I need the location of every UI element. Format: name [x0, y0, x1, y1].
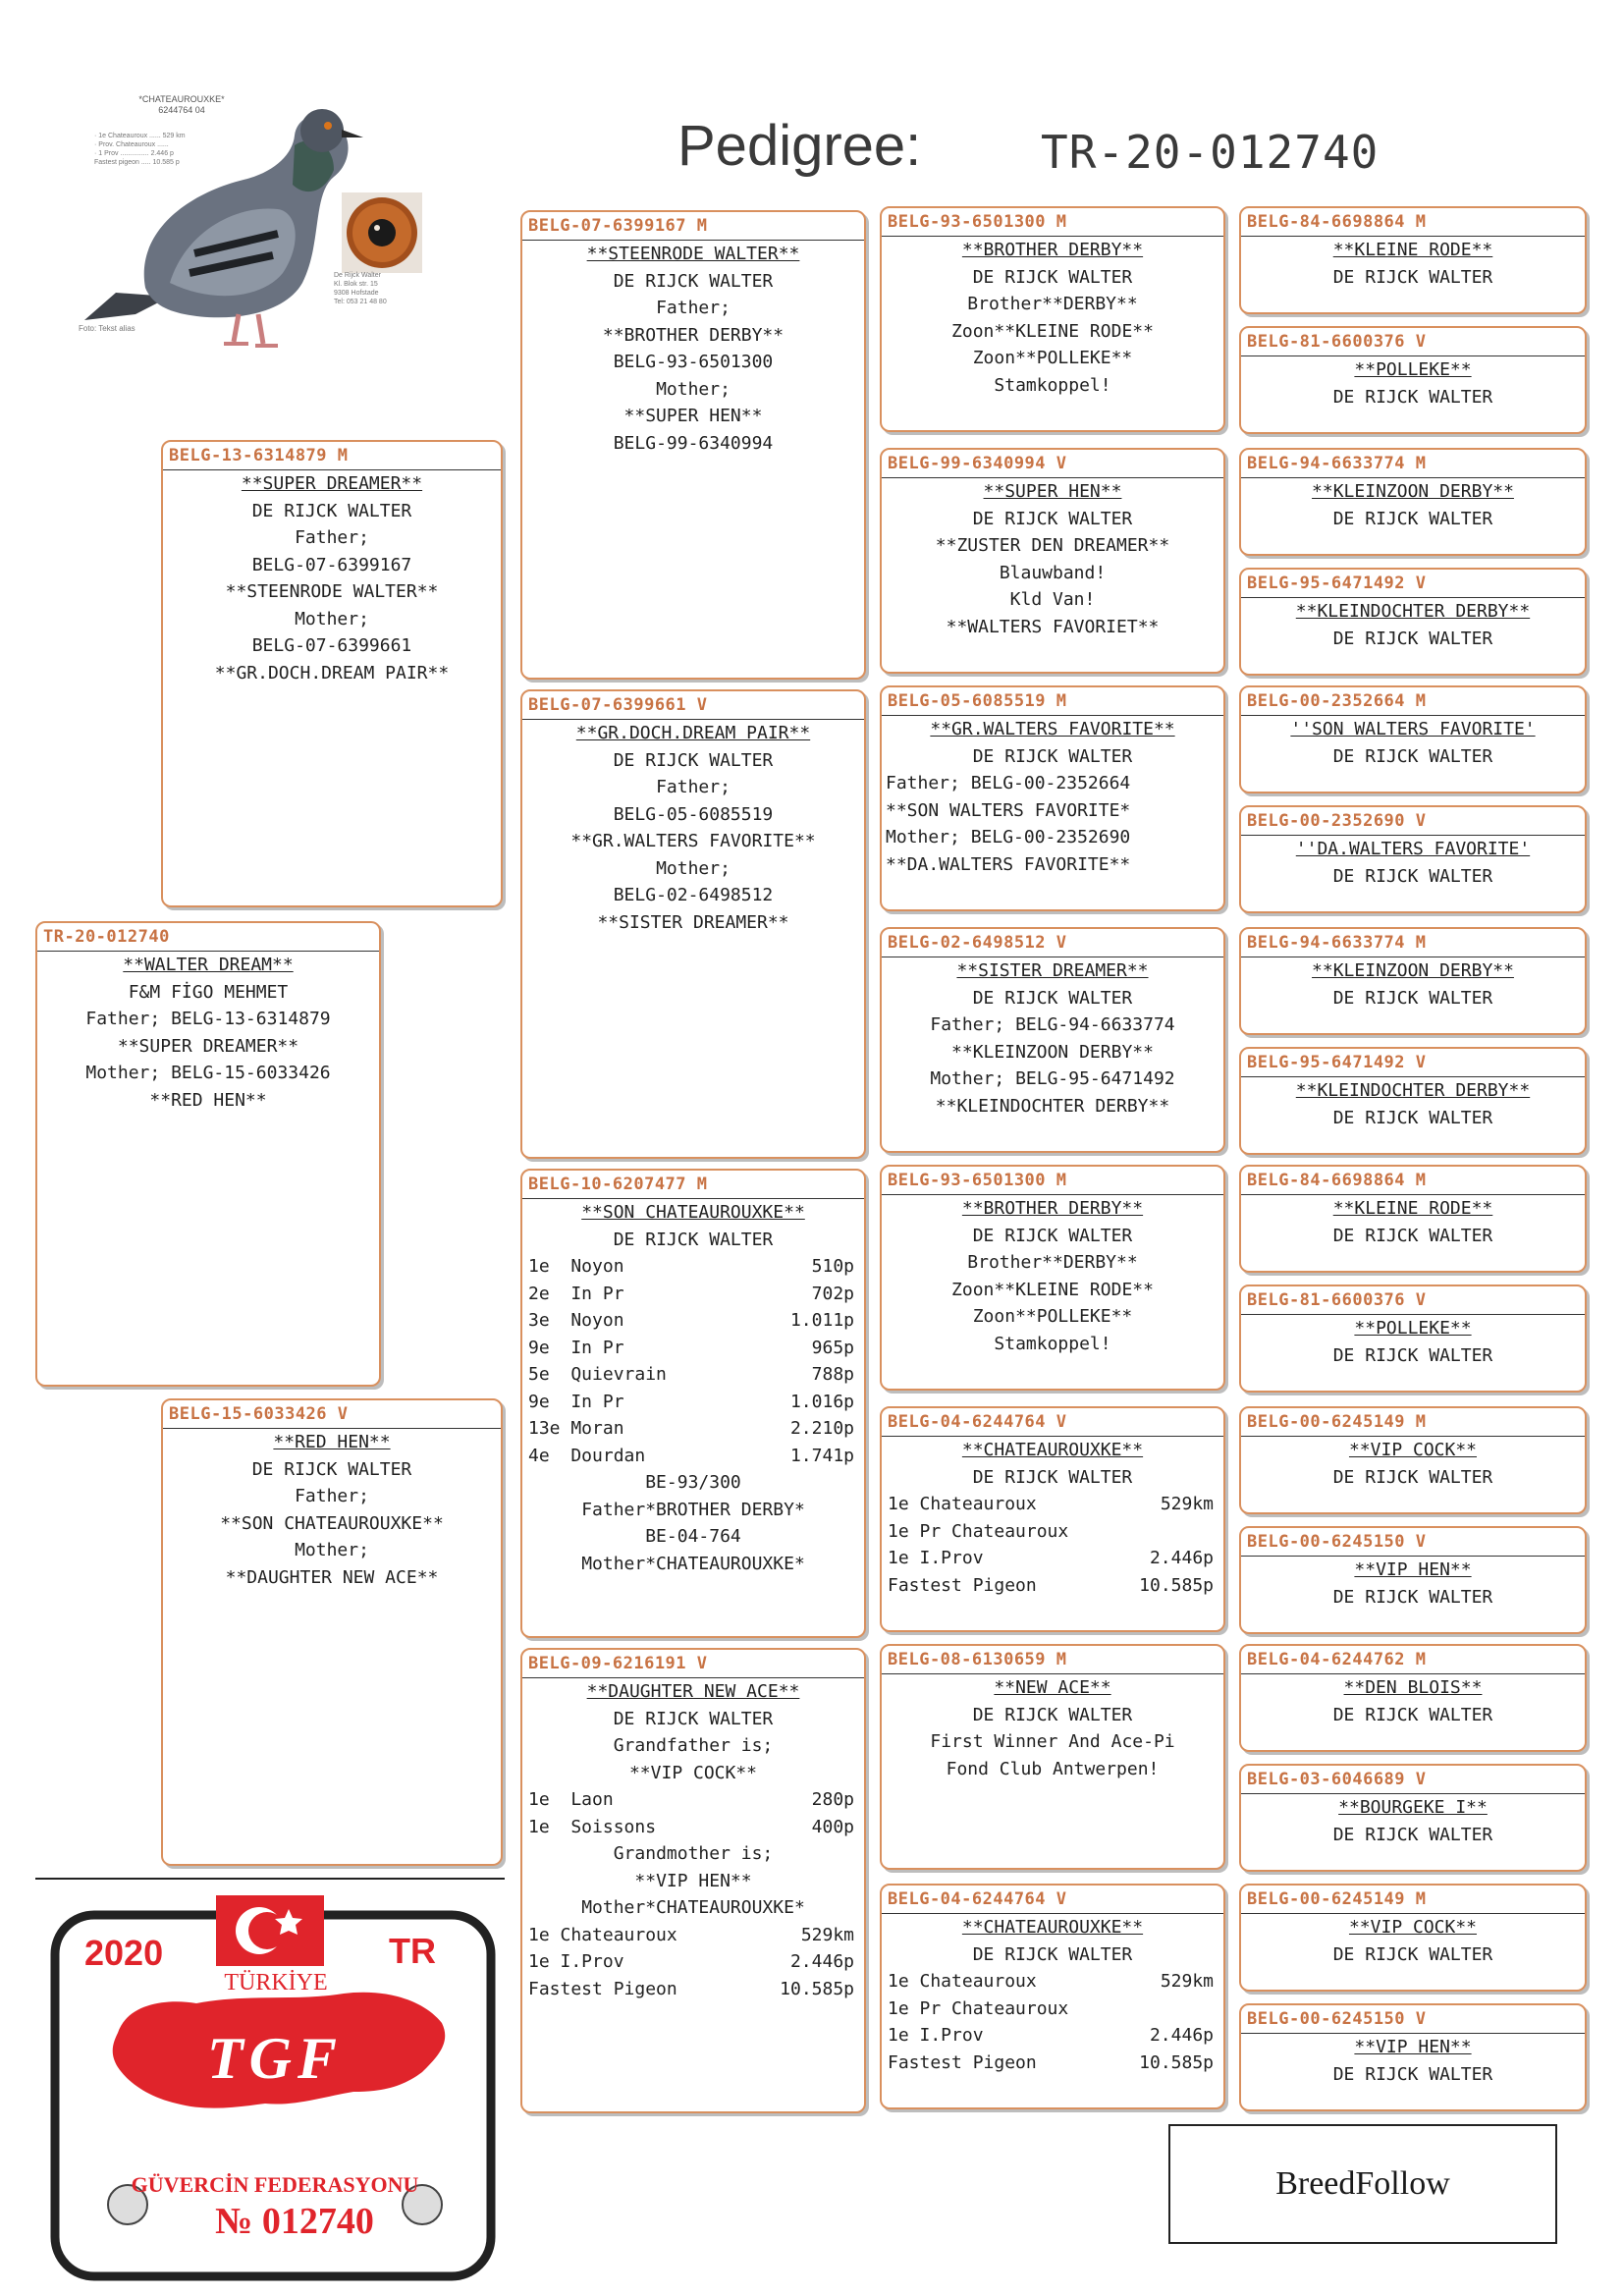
info-line: DE RIJCK WALTER [972, 745, 1133, 767]
info-line: **BROTHER DERBY** [602, 324, 785, 346]
eye-photo [342, 192, 422, 273]
info-line: **VIP HEN** [634, 1870, 752, 1891]
pedigree-box-g5 [880, 1165, 1225, 1391]
pigeon-name: **GR.DOCH.DREAM PAIR** [575, 723, 811, 743]
result-race: 1e Chateauroux [888, 1971, 1037, 1992]
box-body [1241, 1077, 1585, 1131]
result-row [522, 1307, 864, 1335]
pigeon-name: **RED HEN** [273, 1432, 391, 1452]
result-row [522, 1443, 864, 1470]
info-line: **SUPER DREAMER** [117, 1035, 299, 1057]
pigeon-photo [77, 86, 371, 361]
pedigree-box-g4 [880, 927, 1225, 1153]
info-line: Mother; [656, 378, 731, 400]
photo-credit: Foto: Tekst alias [79, 324, 135, 333]
result-row [522, 1253, 864, 1281]
result-race: 4e Dourdan [528, 1445, 646, 1466]
pedigree-box-sd [520, 689, 866, 1159]
ring-number: BELG-84-6698864 M [1247, 212, 1427, 232]
result-race: 1e Chateauroux [528, 1924, 677, 1945]
info-line: Father*BROTHER DERBY* [581, 1499, 805, 1520]
info-line: DE RIJCK WALTER [1332, 987, 1493, 1009]
band-logo-text: TGF [207, 2026, 343, 2091]
info-line: Mother; [295, 608, 369, 629]
info-line: F&M FİGO MEHMET [128, 981, 289, 1003]
eye-caption-line: Tel: 053 21 48 80 [334, 299, 387, 305]
box-body [1241, 1914, 1585, 1968]
result-value: 400p [811, 1816, 854, 1837]
info-line: **GR.DOCH.DREAM PAIR** [214, 662, 450, 683]
pigeon-name: **VIP HEN** [1354, 1559, 1472, 1580]
info-line: **SUPER HEN** [623, 406, 763, 426]
result-value: 702p [811, 1283, 854, 1304]
result-race: 1e I.Prov [888, 1548, 984, 1568]
info-line: DE RIJCK WALTER [972, 266, 1133, 288]
result-row [522, 1922, 864, 1949]
photo-caption-ring: 6244764 04 [158, 105, 205, 115]
pedigree-box-dd [520, 1648, 866, 2113]
info-line: DE RIJCK WALTER [1332, 1824, 1493, 1845]
info-line: First Winner And Ace-Pi [930, 1731, 1175, 1752]
pigeon-name: **KLEINE RODE** [1332, 1198, 1493, 1219]
ring-number: BELG-00-6245149 M [1247, 1412, 1427, 1432]
info-line: **SON WALTERS FAVORITE* [886, 799, 1131, 821]
box-body [882, 1674, 1223, 1782]
info-line: DE RIJCK WALTER [972, 987, 1133, 1009]
band-federation: GÜVERCİN FEDERASYONU [131, 2172, 419, 2197]
pedigree-box-h13 [1239, 1644, 1587, 1752]
result-value: 280p [811, 1789, 854, 1810]
pedigree-box-dam [161, 1398, 503, 1866]
box-body [1241, 1794, 1585, 1848]
result-value: 10.585p [780, 1978, 854, 1999]
pedigree-box-h10 [1239, 1285, 1587, 1393]
box-body [1241, 1674, 1585, 1728]
ring-number: BELG-10-6207477 M [528, 1175, 708, 1194]
ring-number: BELG-07-6399661 V [528, 695, 708, 715]
page-title: Pedigree: [677, 114, 922, 178]
box-body [882, 1437, 1223, 1599]
pigeon-name: ''DA.WALTERS FAVORITE' [1295, 839, 1531, 859]
info-line: Father; BELG-94-6633774 [930, 1014, 1175, 1035]
pigeon-name: **CHATEAUROUXKE** [961, 1917, 1144, 1938]
info-line: DE RIJCK WALTER [613, 749, 774, 771]
ring-number: BELG-00-6245150 V [1247, 1532, 1427, 1552]
pigeon-name: **WALTER DREAM** [123, 955, 294, 975]
pigeon-name: **STEENRODE WALTER** [586, 244, 800, 264]
result-row [522, 1786, 864, 1814]
info-line: Zoon**KLEINE RODE** [951, 1279, 1154, 1300]
pigeon-name: ''SON WALTERS FAVORITE' [1290, 719, 1536, 739]
pedigree-box-h9 [1239, 1165, 1587, 1273]
result-value: 510p [811, 1256, 854, 1277]
pedigree-box-h7 [1239, 927, 1587, 1035]
result-race: 1e Pr Chateauroux [888, 1520, 1069, 1542]
ring-number: BELG-07-6399167 M [528, 216, 708, 236]
result-row [522, 1361, 864, 1389]
info-line: BELG-07-6399661 [251, 635, 412, 656]
result-row [522, 1948, 864, 1976]
box-body [1241, 598, 1585, 652]
info-line: BELG-99-6340994 [613, 432, 774, 454]
pigeon-name: **VIP COCK** [1348, 1917, 1478, 1938]
result-row [882, 1545, 1223, 1572]
info-line: Kld Van! [1009, 589, 1096, 610]
result-row [522, 1389, 864, 1416]
info-line: Zoon**POLLEKE** [972, 348, 1133, 368]
box-body [1241, 1195, 1585, 1249]
result-value: 1.741p [789, 1445, 854, 1466]
info-line: Zoon**KLEINE RODE** [951, 320, 1154, 342]
pigeon-name: **VIP COCK** [1348, 1440, 1478, 1460]
info-line: DE RIJCK WALTER [972, 508, 1133, 529]
pigeon-name: **SUPER DREAMER** [241, 473, 423, 494]
info-line: Mother; BELG-00-2352690 [886, 827, 1131, 847]
info-line: BELG-05-6085519 [613, 803, 774, 825]
band-divider [35, 1878, 505, 1880]
pedigree-box-h12 [1239, 1526, 1587, 1634]
info-line: Blauwband! [999, 562, 1107, 583]
result-race: 1e I.Prov [888, 2025, 984, 2046]
pigeon-name: **POLLEKE** [1354, 1318, 1472, 1339]
info-line: Mother; [295, 1540, 369, 1560]
ring-number: BELG-13-6314879 M [169, 446, 349, 465]
pedigree-box-g6 [880, 1406, 1225, 1632]
band-country-code: TR [389, 1931, 436, 1971]
box-body [163, 470, 501, 686]
photo-result-line: · 1e Chateauroux ...... 529 km [94, 133, 186, 139]
info-line: Father; [656, 298, 731, 318]
result-race: Fastest Pigeon [528, 1978, 677, 1999]
ring-number: BELG-00-2352690 V [1247, 811, 1427, 831]
info-line: DE RIJCK WALTER [251, 500, 412, 521]
pigeon-name: **SUPER HEN** [983, 481, 1122, 502]
info-line: DE RIJCK WALTER [1332, 386, 1493, 408]
info-line: DE RIJCK WALTER [1332, 1344, 1493, 1366]
info-line: **SON CHATEAUROUXKE** [220, 1512, 444, 1534]
info-line: BELG-93-6501300 [613, 352, 774, 372]
ring-number: BELG-99-6340994 V [888, 454, 1067, 473]
info-line: **RED HEN** [149, 1089, 267, 1111]
info-line: DE RIJCK WALTER [1332, 865, 1493, 887]
result-race: 1e I.Prov [528, 1951, 624, 1972]
pedigree-box-g8 [880, 1884, 1225, 2109]
ring-number: BELG-08-6130659 M [888, 1650, 1067, 1669]
ring-number: BELG-04-6244762 M [1247, 1650, 1427, 1669]
result-race: 2e In Pr [528, 1283, 624, 1304]
band-year: 2020 [84, 1933, 164, 1973]
result-race: 1e Chateauroux [888, 1494, 1037, 1514]
pedigree-box-h3 [1239, 448, 1587, 556]
info-line: DE RIJCK WALTER [1332, 266, 1493, 288]
eye-caption-line: De Rijck Walter [334, 272, 381, 279]
pigeon-name: **DEN BLOIS** [1343, 1677, 1483, 1698]
box-body [1241, 957, 1585, 1011]
box-body [882, 478, 1223, 640]
pigeon-name: **BOURGEKE I** [1338, 1797, 1488, 1818]
box-body [163, 1429, 501, 1591]
pigeon-name: **KLEINDOCHTER DERBY** [1295, 1080, 1531, 1101]
pigeon-name: **SISTER DREAMER** [956, 960, 1149, 981]
result-race: 1e Soissons [528, 1816, 657, 1837]
result-value: 529km [800, 1924, 854, 1945]
info-line: Brother**DERBY** [967, 1252, 1138, 1273]
result-row [522, 1976, 864, 2003]
pedigree-box-ss [520, 210, 866, 680]
ring-number: BELG-04-6244764 V [888, 1889, 1067, 1909]
pedigree-box-h11 [1239, 1406, 1587, 1514]
pedigree-box-sire [161, 440, 503, 907]
photo-result-line: Fastest pigeon ..... 10.585 p [94, 159, 180, 166]
photo-caption-name: *CHATEAUROUXKE* [138, 94, 225, 104]
result-value: 10.585p [1139, 1574, 1214, 1596]
info-line: DE RIJCK WALTER [972, 1225, 1133, 1246]
box-body [1241, 716, 1585, 770]
info-line: **KLEINDOCHTER DERBY** [935, 1095, 1170, 1117]
info-line: DE RIJCK WALTER [1332, 1586, 1493, 1608]
info-line: DE RIJCK WALTER [1332, 1943, 1493, 1965]
info-line: **DA.WALTERS FAVORITE** [886, 853, 1131, 875]
pigeon-name: **KLEINZOON DERBY** [1312, 481, 1514, 502]
result-value: 2.446p [1149, 2025, 1214, 2046]
info-line: Zoon**POLLEKE** [972, 1306, 1133, 1327]
result-race: 9e In Pr [528, 1337, 624, 1358]
info-line: DE RIJCK WALTER [972, 1943, 1133, 1965]
result-race: 5e Quievrain [528, 1364, 667, 1385]
result-row [882, 1518, 1223, 1546]
box-body [1241, 2034, 1585, 2088]
info-line: Father; [656, 777, 731, 797]
info-line: Father; [295, 1486, 369, 1506]
info-line: **WALTERS FAVORIET** [946, 616, 1160, 637]
info-line: DE RIJCK WALTER [1332, 2063, 1493, 2085]
box-body [1241, 1557, 1585, 1611]
result-row [882, 1968, 1223, 1995]
info-line: DE RIJCK WALTER [1332, 628, 1493, 649]
result-value: 2.210p [789, 1418, 854, 1439]
pigeon-name: **VIP HEN** [1354, 2037, 1472, 2057]
info-line: Mother*CHATEAUROUXKE* [581, 1897, 805, 1918]
ring-number: BELG-84-6698864 M [1247, 1171, 1427, 1190]
result-row [882, 1572, 1223, 1600]
info-line: DE RIJCK WALTER [1332, 1466, 1493, 1488]
info-line: DE RIJCK WALTER [1332, 1107, 1493, 1128]
result-value: 10.585p [1139, 2051, 1214, 2073]
result-row [882, 2022, 1223, 2050]
result-race: 1e Pr Chateauroux [888, 1997, 1069, 2019]
result-value: 788p [811, 1364, 854, 1385]
pigeon-name: **CHATEAUROUXKE** [961, 1440, 1144, 1460]
pigeon-name: **KLEINDOCHTER DERBY** [1295, 601, 1531, 622]
result-race: 13e Moran [528, 1418, 624, 1439]
info-line: BELG-07-6399167 [251, 554, 412, 575]
photo-result-line: · 1 Prov ............... 2.446 p [94, 150, 174, 157]
ring-number: BELG-03-6046689 V [1247, 1770, 1427, 1789]
ring-number: BELG-95-6471492 V [1247, 574, 1427, 593]
result-row [522, 1281, 864, 1308]
pedigree-box-ds [520, 1169, 866, 1638]
ring-number: BELG-00-2352664 M [1247, 691, 1427, 711]
pigeon-name: **KLEINE RODE** [1332, 240, 1493, 260]
box-body [1241, 237, 1585, 291]
info-line: DE RIJCK WALTER [613, 270, 774, 292]
pigeon-name: **DAUGHTER NEW ACE** [586, 1681, 800, 1702]
info-line: DE RIJCK WALTER [613, 1708, 774, 1729]
info-line: **VIP COCK** [628, 1762, 758, 1783]
eye-caption-line: 9308 Hofstade [334, 290, 379, 297]
result-value: 2.446p [789, 1951, 854, 1972]
info-line: Stamkoppel! [994, 374, 1111, 396]
result-row [522, 1335, 864, 1362]
band-number [177, 2200, 412, 2243]
box-body [882, 716, 1223, 878]
result-value: 965p [811, 1337, 854, 1358]
info-line: Grandmother is; [613, 1843, 774, 1864]
pedigree-box-g2 [880, 448, 1225, 674]
result-value: 529km [1160, 1971, 1214, 1992]
info-line: BE-04-764 [645, 1526, 741, 1547]
info-line: Brother**DERBY** [967, 294, 1138, 314]
ring-number: BELG-94-6633774 M [1247, 454, 1427, 473]
info-line: Stamkoppel! [994, 1333, 1111, 1354]
result-row [522, 1814, 864, 1841]
box-body [37, 952, 379, 1114]
info-line: Grandfather is; [613, 1735, 774, 1756]
pigeon-name: **NEW ACE** [994, 1677, 1111, 1698]
pedigree-box-gen1 [35, 921, 381, 1387]
info-line: **ZUSTER DEN DREAMER** [935, 535, 1170, 556]
box-body [882, 237, 1223, 399]
pedigree-box-h4 [1239, 568, 1587, 676]
eye-caption-line: Kl. Blok str. 15 [334, 281, 378, 288]
photo-result-line: · Prov. Chateauroux ...... [94, 141, 169, 148]
eye-caption [334, 271, 452, 306]
ring-number: BELG-93-6501300 M [888, 1171, 1067, 1190]
info-line: DE RIJCK WALTER [613, 1229, 774, 1250]
result-race: 1e Noyon [528, 1256, 624, 1277]
info-line: **SISTER DREAMER** [597, 911, 789, 933]
ring-number: BELG-00-6245150 V [1247, 2009, 1427, 2029]
result-row [882, 1995, 1223, 2023]
box-body [522, 1199, 864, 1577]
ring-number: BELG-04-6244764 V [888, 1412, 1067, 1432]
result-row [522, 1415, 864, 1443]
pedigree-box-h8 [1239, 1047, 1587, 1155]
band-country: TÜRKİYE [224, 1970, 328, 1995]
result-value: 529km [1160, 1494, 1214, 1514]
pigeon-name: **KLEINZOON DERBY** [1312, 960, 1514, 981]
box-body [1241, 1437, 1585, 1491]
ring-number: BELG-00-6245149 M [1247, 1889, 1427, 1909]
band-number-value: 012740 [261, 2201, 374, 2242]
result-race: Fastest Pigeon [888, 1574, 1037, 1596]
pedigree-box-h15 [1239, 1884, 1587, 1992]
info-line: DE RIJCK WALTER [1332, 1704, 1493, 1725]
ring-number: BELG-15-6033426 V [169, 1404, 349, 1424]
box-body [1241, 1315, 1585, 1369]
pedigree-box-g3 [880, 685, 1225, 911]
ring-number: BELG-81-6600376 V [1247, 1290, 1427, 1310]
pigeon-name: **SON CHATEAUROUXKE** [581, 1202, 805, 1223]
info-line: Mother; [656, 857, 731, 879]
band-number-prefix: № [215, 2201, 253, 2242]
result-value: 2.446p [1149, 1548, 1214, 1568]
info-line: Mother; BELG-95-6471492 [930, 1068, 1175, 1089]
info-line: BE-93/300 [645, 1472, 741, 1493]
ring-number: BELG-93-6501300 M [888, 212, 1067, 232]
info-line: BELG-02-6498512 [613, 885, 774, 905]
result-row [882, 1491, 1223, 1518]
info-line: Father; BELG-00-2352664 [886, 773, 1131, 793]
result-race: 9e In Pr [528, 1391, 624, 1412]
ring-number: TR-20-012740 [43, 927, 170, 947]
pigeon-name: **BROTHER DERBY** [961, 240, 1144, 260]
ring-number: BELG-09-6216191 V [528, 1654, 708, 1673]
info-line: Mother; BELG-15-6033426 [85, 1063, 331, 1083]
box-body [882, 1195, 1223, 1357]
result-race: 1e Laon [528, 1789, 614, 1810]
info-line: DE RIJCK WALTER [972, 1704, 1133, 1725]
ring-number: BELG-81-6600376 V [1247, 332, 1427, 352]
result-value: 1.016p [789, 1391, 854, 1412]
box-body [522, 241, 864, 457]
box-body [1241, 356, 1585, 410]
info-line: **DAUGHTER NEW ACE** [225, 1566, 439, 1588]
info-line: **STEENRODE WALTER** [225, 581, 439, 602]
info-line: DE RIJCK WALTER [972, 1466, 1133, 1488]
pedigree-box-g1 [880, 206, 1225, 432]
pigeon-name: **BROTHER DERBY** [961, 1198, 1144, 1219]
info-line: Father; BELG-13-6314879 [85, 1009, 331, 1029]
pedigree-box-h5 [1239, 685, 1587, 793]
result-row [882, 2050, 1223, 2077]
pedigree-box-h1 [1239, 206, 1587, 314]
ring-number: BELG-95-6471492 V [1247, 1053, 1427, 1072]
ring-number: BELG-05-6085519 M [888, 691, 1067, 711]
pedigree-ring-number: TR-20-012740 [1041, 126, 1380, 179]
info-line: Mother*CHATEAUROUXKE* [581, 1553, 805, 1574]
info-line: Father; [295, 527, 369, 548]
breedfollow-logo: BreedFollow [1168, 2124, 1557, 2244]
box-body [882, 1914, 1223, 2076]
info-line: DE RIJCK WALTER [1332, 745, 1493, 767]
pedigree-box-h14 [1239, 1764, 1587, 1872]
pedigree-box-h16 [1239, 2003, 1587, 2111]
info-line: DE RIJCK WALTER [1332, 508, 1493, 529]
pedigree-box-h6 [1239, 805, 1587, 913]
box-body [882, 957, 1223, 1120]
box-body [522, 720, 864, 936]
ring-number: BELG-94-6633774 M [1247, 933, 1427, 953]
box-body [1241, 478, 1585, 532]
ring-number: BELG-02-6498512 V [888, 933, 1067, 953]
info-line: Fond Club Antwerpen! [946, 1758, 1160, 1779]
info-line: **KLEINZOON DERBY** [951, 1041, 1154, 1063]
box-body [1241, 836, 1585, 890]
result-race: 3e Noyon [528, 1310, 624, 1331]
info-line: **GR.WALTERS FAVORITE** [570, 831, 816, 851]
pigeon-name: **GR.WALTERS FAVORITE** [930, 719, 1175, 739]
pedigree-box-h2 [1239, 326, 1587, 434]
info-line: DE RIJCK WALTER [251, 1458, 412, 1480]
pigeon-name: **POLLEKE** [1354, 359, 1472, 380]
info-line: DE RIJCK WALTER [1332, 1225, 1493, 1246]
result-race: Fastest Pigeon [888, 2051, 1037, 2073]
result-value: 1.011p [789, 1310, 854, 1331]
pedigree-box-g7 [880, 1644, 1225, 1870]
box-body [522, 1678, 864, 2002]
